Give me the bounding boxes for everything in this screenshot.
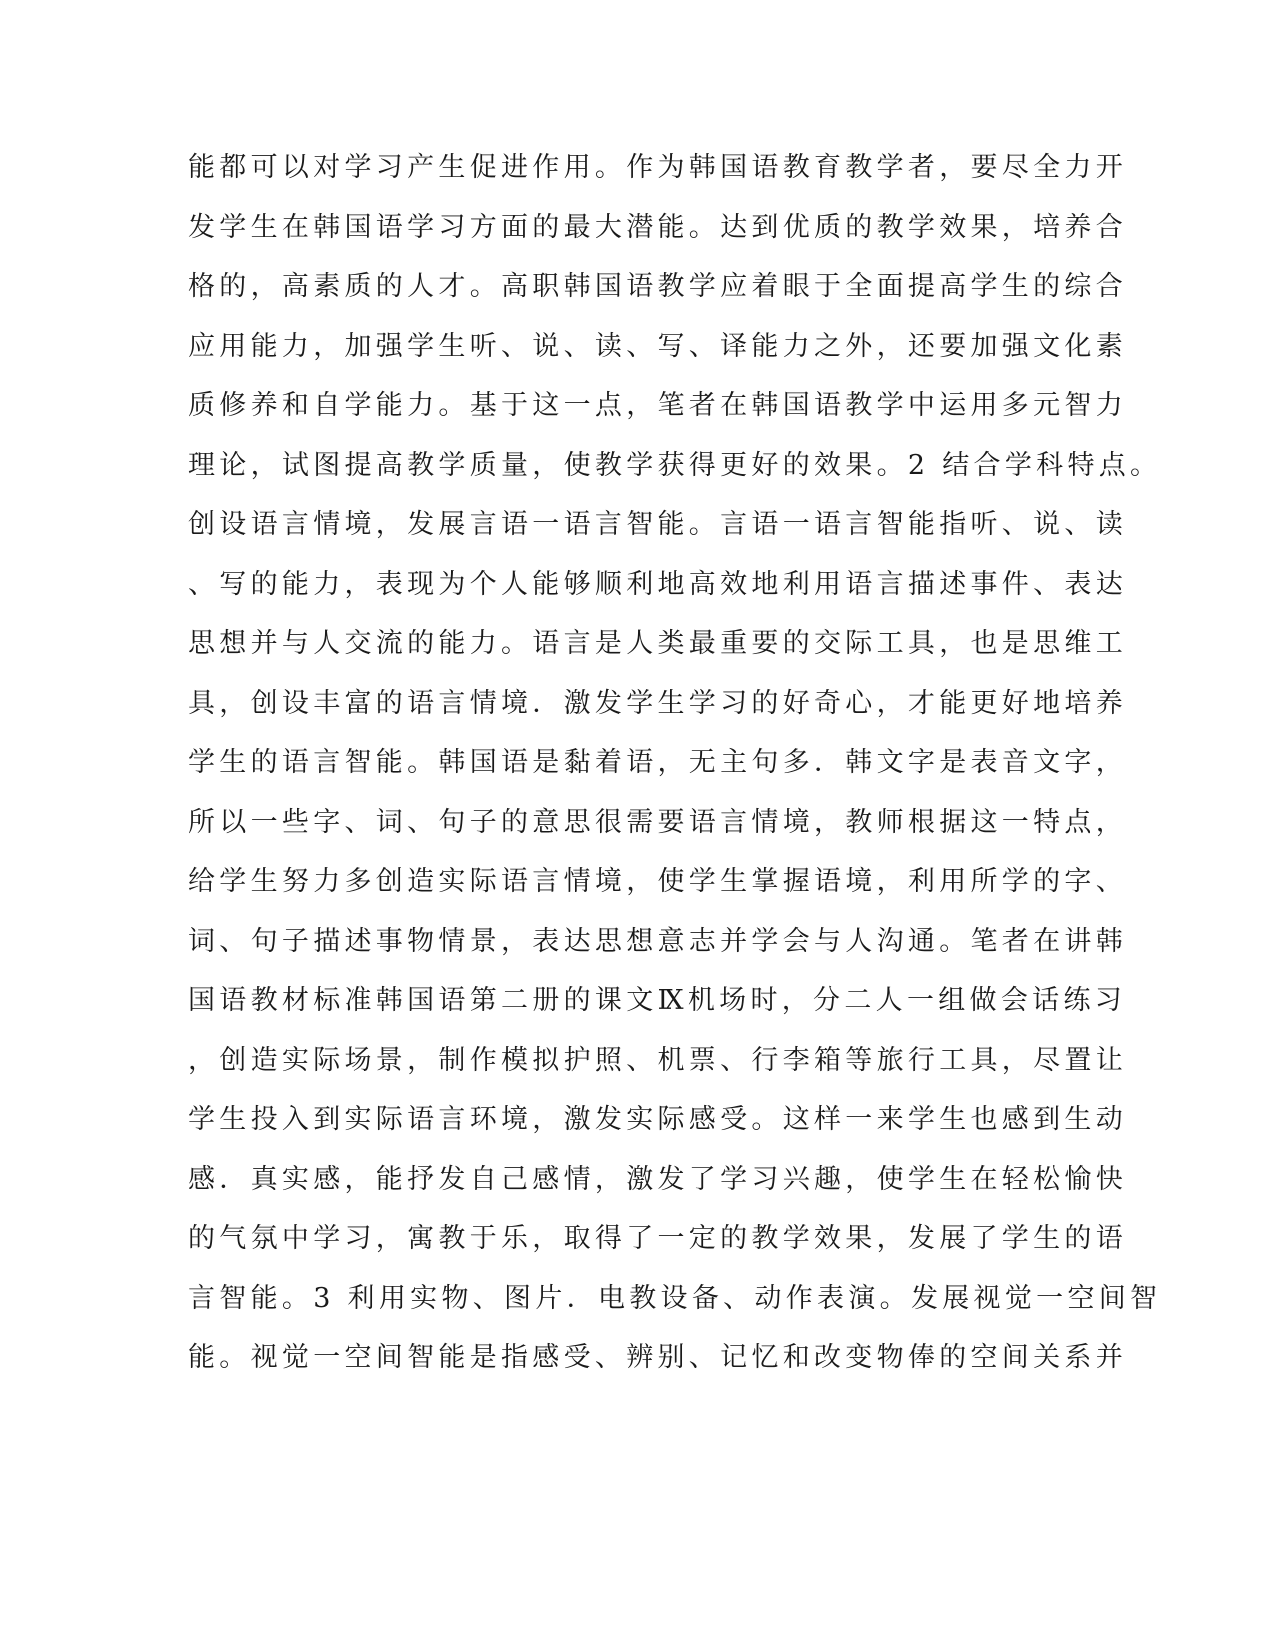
text-line: 学生投入到实际语言环境，激发实际感受。这样一来学生也感到生动: [188, 1104, 1127, 1135]
text-line: 发学生在韩国语学习方面的最大潜能。达到优质的教学效果，培养合: [188, 211, 1127, 243]
body-text: [188, 138, 1162, 1388]
text-line: 学生的语言智能。韩国语是黏着语，无主句多．韩文字是表音文字，: [188, 747, 1127, 778]
text-line: 词、句子描述事物情景，表达思想意志并学会与人沟通。笔者在讲韩: [188, 925, 1127, 957]
text-line: 给学生努力多创造实际语言情境，使学生掌握语境，利用所学的字、: [188, 866, 1127, 897]
text-line: 思想并与人交流的能力。语言是人类最重要的交际工具，也是思维工: [188, 628, 1127, 659]
text-line: 感．真实感，能抒发自己感情，激发了学习兴趣，使学生在轻松愉快: [188, 1163, 1127, 1195]
text-line: 的气氛中学习，寓教于乐，取得了一定的教学效果，发展了学生的语: [188, 1223, 1127, 1254]
text-line: 理论，试图提高教学质量，使教学获得更好的效果。2 结合学科特点。: [188, 449, 1162, 481]
text-line: 言智能。3 利用实物、图片．电教设备、动作表演。发展视觉一空间智: [188, 1282, 1162, 1314]
text-line: 国语教材标准韩国语第二册的课文Ⅸ机场时，分二人一组做会话练习: [188, 985, 1127, 1016]
text-line: 质修养和自学能力。基于这一点，笔者在韩国语教学中运用多元智力: [188, 390, 1127, 421]
text-line: 应用能力，加强学生听、说、读、写、译能力之外，还要加强文化素: [188, 330, 1127, 362]
text-line: 具，创设丰富的语言情境．激发学生学习的好奇心，才能更好地培养: [188, 687, 1127, 719]
text-line: 、写的能力，表现为个人能够顺利地高效地利用语言描述事件、表达: [188, 568, 1127, 600]
text-line: ，创造实际场景，制作模拟护照、机票、行李箱等旅行工具，尽置让: [188, 1044, 1127, 1076]
text-line: 所以一些字、词、句子的意思很需要语言情境，教师根据这一特点，: [188, 806, 1127, 838]
text-line: 能都可以对学习产生促进作用。作为韩国语教育教学者，要尽全力开: [188, 152, 1127, 183]
text-line: 能。视觉一空间智能是指感受、辨别、记忆和改变物俸的空间关系并: [188, 1342, 1127, 1373]
text-line: 创设语言情境，发展言语一语言智能。言语一语言智能指听、说、读: [188, 509, 1127, 540]
text-line: 格的，高素质的人才。高职韩国语教学应着眼于全面提高学生的综合: [188, 271, 1127, 302]
